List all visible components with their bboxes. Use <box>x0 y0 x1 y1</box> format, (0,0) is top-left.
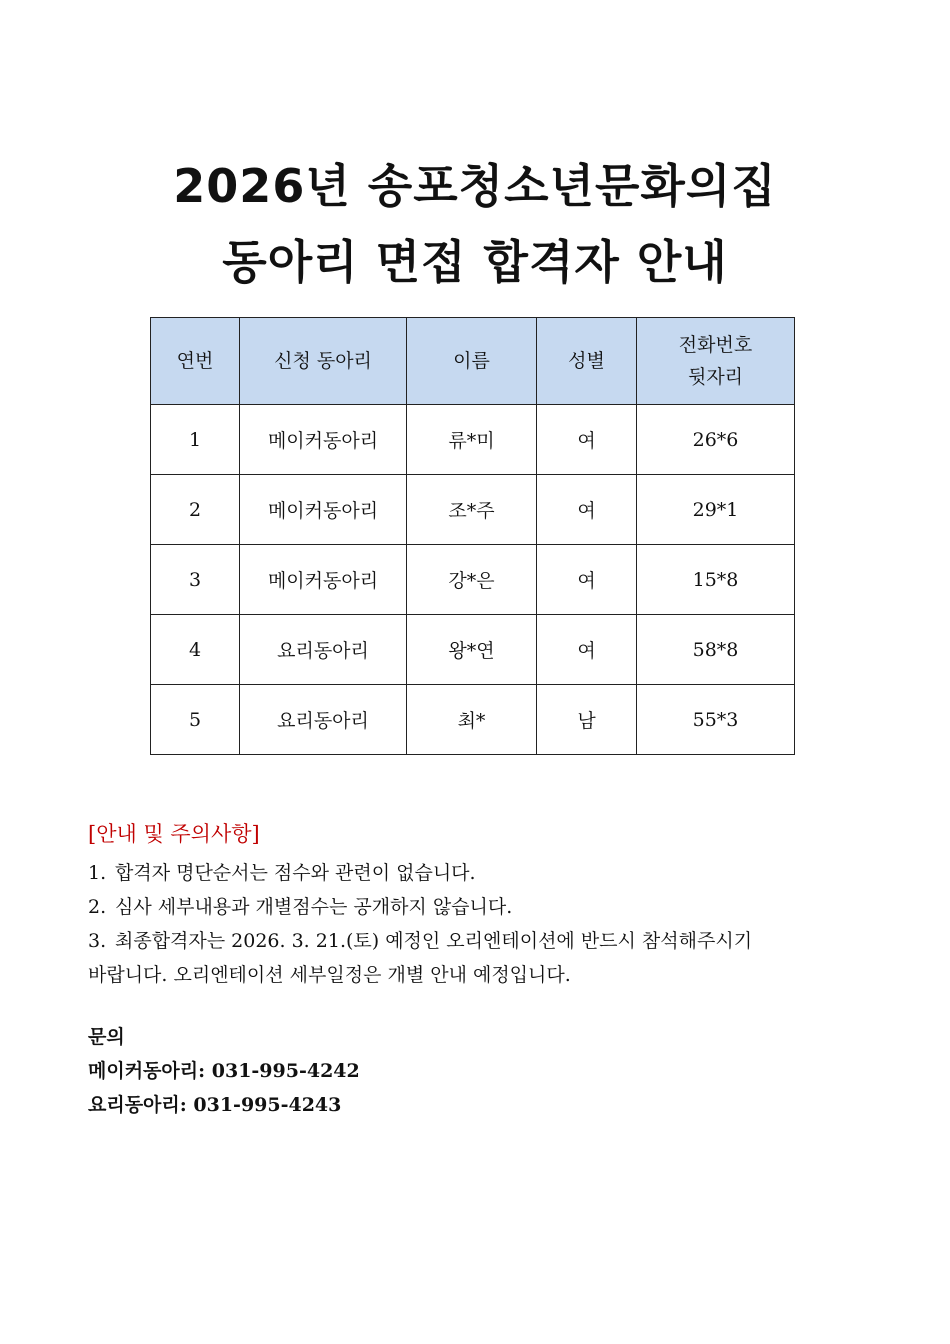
table-row <box>151 475 795 545</box>
cell-club: 요리동아리 <box>240 615 407 685</box>
contact-section <box>88 1020 788 1122</box>
cell-gender: 여 <box>537 545 637 615</box>
cell-club: 메이커동아리 <box>240 405 407 475</box>
notice-item <box>88 890 888 924</box>
notice-section <box>88 818 888 992</box>
cell-name: 강*은 <box>407 545 537 615</box>
header-phone: 전화번호 뒷자리 <box>637 318 795 405</box>
notice-title: [안내 및 주의사항] <box>88 822 260 846</box>
notice-item-number: 2. <box>88 896 107 918</box>
header-club: 신청 동아리 <box>240 318 407 405</box>
header-name: 이름 <box>407 318 537 405</box>
header-gender: 성별 <box>537 318 637 405</box>
contact-heading: 문의 <box>88 1026 125 1048</box>
cell-number: 1 <box>151 405 240 475</box>
page-title-line-1: 2026년 송포청소년문화의집 <box>173 159 777 213</box>
notice-item-number: 3. <box>88 930 107 952</box>
cell-phone: 26*6 <box>637 405 795 475</box>
contact-cooking-club: 요리동아리: 031-995-4243 <box>88 1094 342 1116</box>
cell-gender: 여 <box>537 475 637 545</box>
cell-number: 5 <box>151 685 240 755</box>
cell-phone: 15*8 <box>637 545 795 615</box>
notice-item-text: 합격자 명단순서는 점수와 관련이 없습니다. <box>115 862 476 884</box>
cell-number: 4 <box>151 615 240 685</box>
cell-phone: 55*3 <box>637 685 795 755</box>
notice-item-continuation: 바랍니다. 오리엔테이션 세부일정은 개별 안내 예정입니다. <box>88 964 571 986</box>
notice-item-number: 1. <box>88 862 107 884</box>
cell-gender: 남 <box>537 685 637 755</box>
table-row <box>151 405 795 475</box>
cell-phone: 29*1 <box>637 475 795 545</box>
table-header-row <box>151 318 795 405</box>
cell-club: 메이커동아리 <box>240 545 407 615</box>
table-row <box>151 685 795 755</box>
cell-name: 류*미 <box>407 405 537 475</box>
header-number: 연번 <box>151 318 240 405</box>
results-table <box>150 317 795 755</box>
notice-item-text: 심사 세부내용과 개별점수는 공개하지 않습니다. <box>115 896 513 918</box>
table-row <box>151 545 795 615</box>
notice-item <box>88 924 888 958</box>
cell-name: 왕*연 <box>407 615 537 685</box>
cell-club: 메이커동아리 <box>240 475 407 545</box>
table-row <box>151 615 795 685</box>
cell-club: 요리동아리 <box>240 685 407 755</box>
notice-item-text: 최종합격자는 2026. 3. 21.(토) 예정인 오리엔테이션에 반드시 참석해주시기 <box>115 930 753 952</box>
contact-maker-club: 메이커동아리: 031-995-4242 <box>88 1060 360 1082</box>
page-title-line-2: 동아리 면접 합격자 안내 <box>222 235 728 289</box>
cell-number: 3 <box>151 545 240 615</box>
notice-item <box>88 856 888 890</box>
cell-number: 2 <box>151 475 240 545</box>
cell-name: 최* <box>407 685 537 755</box>
cell-gender: 여 <box>537 615 637 685</box>
cell-name: 조*주 <box>407 475 537 545</box>
cell-phone: 58*8 <box>637 615 795 685</box>
cell-gender: 여 <box>537 405 637 475</box>
